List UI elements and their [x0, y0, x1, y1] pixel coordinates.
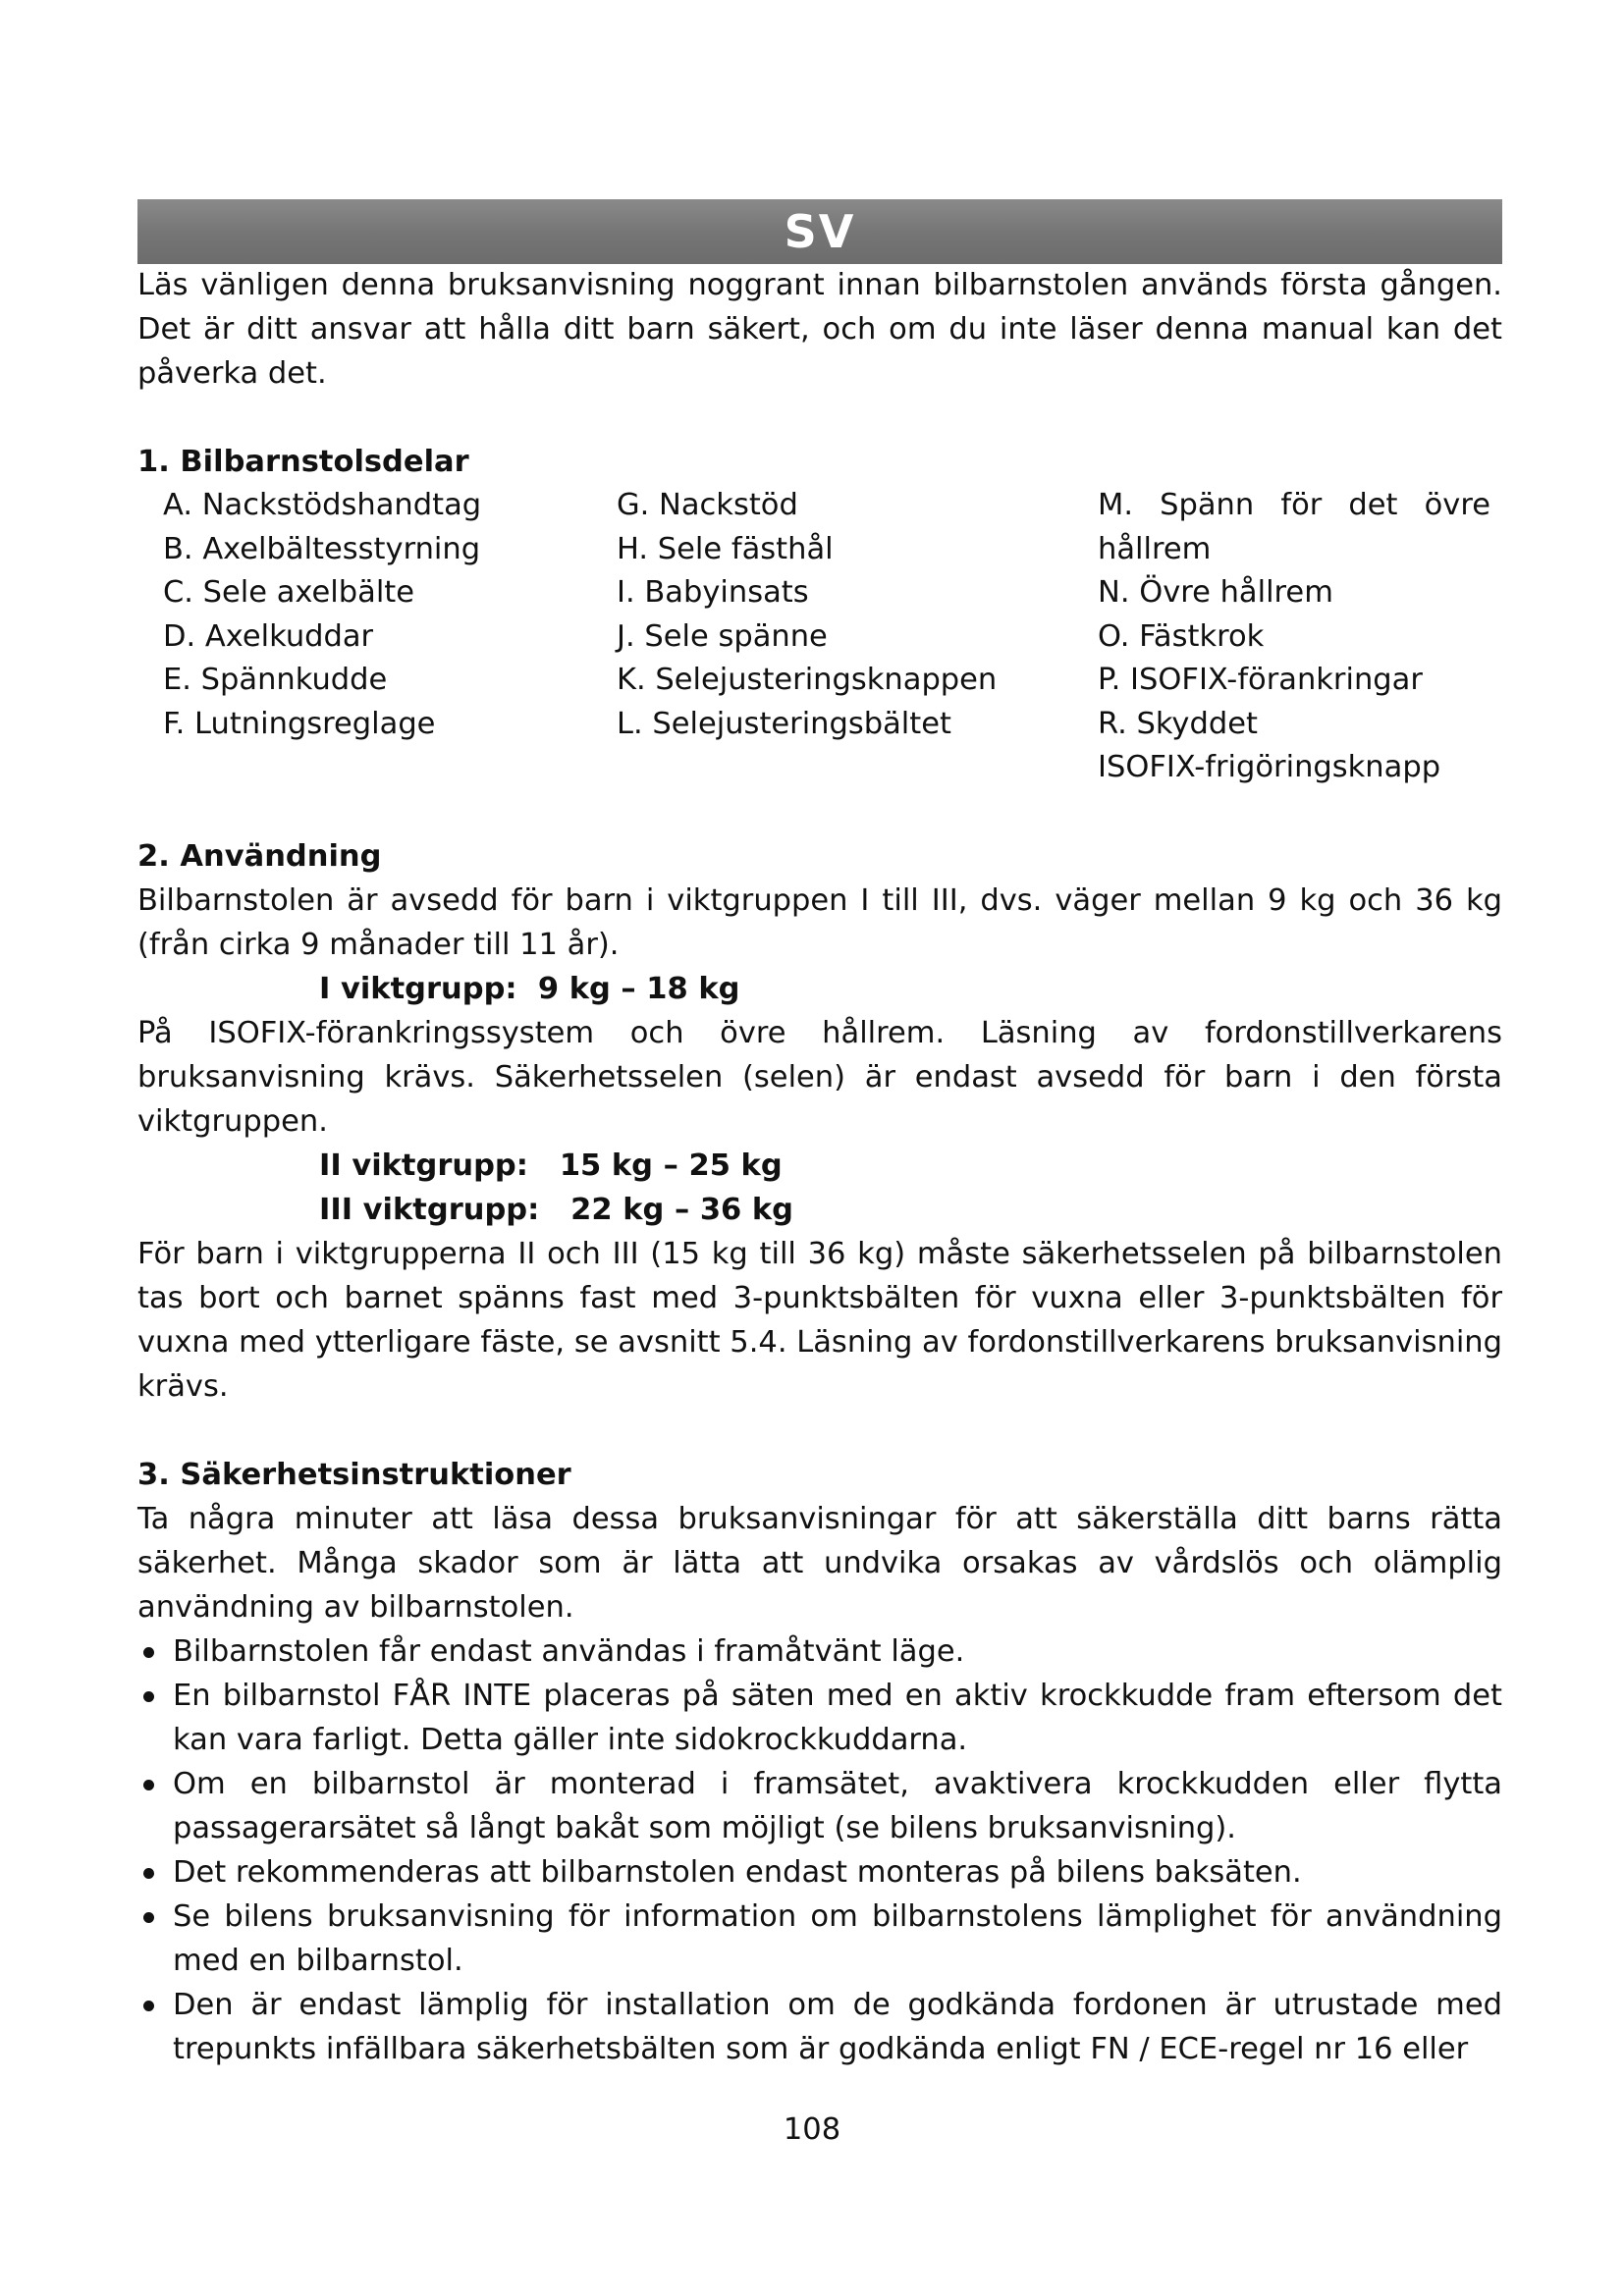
parts-column-3	[1098, 484, 1490, 790]
weight-group-3: III viktgrupp: 22 kg – 36 kg	[319, 1192, 794, 1227]
weight-group-2: II viktgrupp: 15 kg – 25 kg	[319, 1148, 783, 1183]
part-item: B. Axelbältesstyrning	[163, 531, 481, 566]
part-item: L. Selejusteringsbältet	[617, 706, 951, 741]
part-item: H. Sele fästhål	[617, 531, 834, 566]
page-content	[137, 263, 1502, 2071]
weight-group-1: I viktgrupp: 9 kg – 18 kg	[319, 971, 740, 1006]
safety-item: En bilbarnstol FÅR INTE placeras på säten med en aktiv krockkudde fram eftersom det kan vara farligt. Detta gäller inte sidokrockkuddarna.	[137, 1674, 1502, 1762]
part-item: E. Spännkudde	[163, 663, 388, 697]
part-item: D. Axelkuddar	[163, 618, 374, 654]
part-item: R. Skyddet	[1098, 706, 1258, 741]
part-item: A. Nackstödshandtag	[163, 488, 482, 522]
part-item: F. Lutningsreglage	[163, 706, 436, 741]
safety-list	[137, 1629, 1502, 2071]
part-item: P. ISOFIX-förankringar	[1098, 663, 1423, 697]
part-item: M. Spänn för det övre	[1098, 488, 1490, 522]
part-item: K. Selejusteringsknappen	[617, 663, 998, 697]
safety-item: Se bilens bruksanvisning för information om bilbarnstolens lämplighet för användning med en bilbarnstol.	[137, 1895, 1502, 1983]
weight-group-1-text: På ISOFIX-förankringssystem och övre hållrem. Läsning av fordonstillverkarens bruksanvisning krävs. Säkerhetsselen (selen) är endast avsedd för barn i den första viktgruppen.	[137, 1015, 1502, 1139]
safety-intro: Ta några minuter att läsa dessa bruksanvisningar för att säkerställa ditt barns rätta säkerhet. Många skador som är lätta att undvika orsakas av vårdslös och olämplig användning av bilbarnstolen.	[137, 1501, 1502, 1625]
safety-item: Bilbarnstolen får endast användas i framåtvänt läge.	[137, 1629, 1502, 1674]
usage-intro: Bilbarnstolen är avsedd för barn i viktgruppen I till III, dvs. väger mellan 9 kg och 36 kg (från cirka 9 månader till 11 år).	[137, 882, 1502, 962]
intro-paragraph: Läs vänligen denna bruksanvisning noggrant innan bilbarnstolen används första gången. Det är ditt ansvar att hålla ditt barn säkert, och om du inte läser denna manual kan det påverka det.	[137, 268, 1502, 391]
parts-list	[137, 484, 1502, 790]
parts-column-2	[617, 484, 1098, 790]
section-1-heading: 1. Bilbarnstolsdelar	[137, 445, 469, 479]
part-item: J. Sele spänne	[617, 618, 828, 654]
part-item: I. Babyinsats	[617, 575, 809, 610]
part-item: O. Fästkrok	[1098, 618, 1265, 654]
part-item: hållrem	[1098, 531, 1212, 566]
parts-column-1	[163, 484, 617, 790]
section-2-heading: 2. Användning	[137, 838, 382, 874]
part-item: ISOFIX-frigöringsknapp	[1098, 750, 1441, 784]
page-number: 108	[783, 2112, 841, 2147]
part-item: N. Övre hållrem	[1098, 575, 1333, 610]
language-banner	[137, 199, 1502, 264]
language-code: SV	[784, 205, 856, 258]
safety-item: Den är endast lämplig för installation om de godkända fordonen är utrustade med trepunkts infällbara säkerhetsbälten som är godkända enligt FN / ECE-regel nr 16 eller	[137, 1983, 1502, 2071]
safety-item: Om en bilbarnstol är monterad i framsätet, avaktivera krockkudden eller flytta passagerarsätet så långt bakåt som möjligt (se bilens bruksanvisning).	[137, 1762, 1502, 1850]
part-item: C. Sele axelbälte	[163, 575, 415, 610]
weight-group-23-text: För barn i viktgrupperna II och III (15 kg till 36 kg) måste säkerhetsselen på bilbarnstolen tas bort och barnet spänns fast med 3-punktsbälten för vuxna eller 3-punktsbälten för vuxna med ytterligare fäste, se avsnitt 5.4. Läsning av fordonstillverkarens bruksanvisning krävs.	[137, 1236, 1502, 1404]
section-3-heading: 3. Säkerhetsinstruktioner	[137, 1457, 571, 1492]
part-item: G. Nackstöd	[617, 488, 798, 522]
safety-item: Det rekommenderas att bilbarnstolen endast monteras på bilens baksäten.	[137, 1850, 1502, 1895]
